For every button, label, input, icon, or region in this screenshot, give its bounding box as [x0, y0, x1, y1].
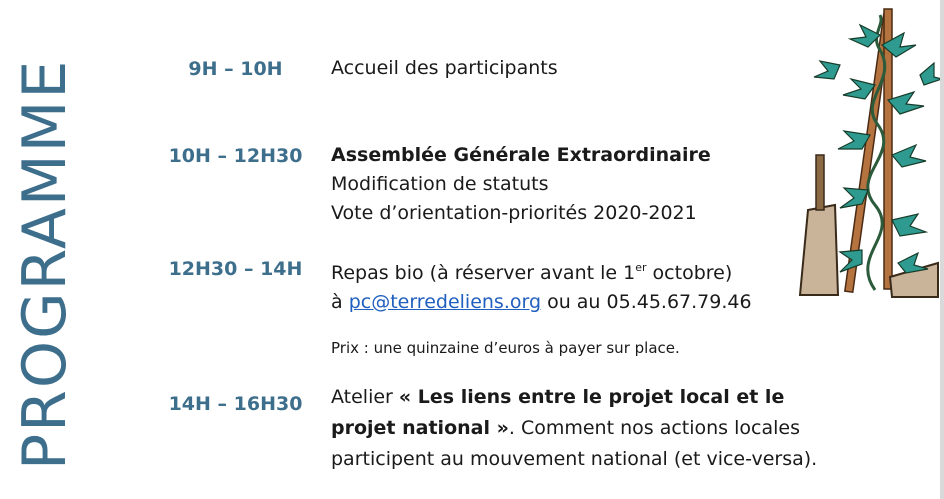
activity-4-line3: participent au mouvement national (et vice-versa).	[331, 448, 818, 470]
leaf	[892, 145, 926, 167]
activity-4-line1	[331, 382, 817, 413]
phone-text: ou au 05.45.67.79.46	[541, 291, 752, 313]
meal-date-text: octobre)	[646, 262, 733, 284]
leaf	[898, 253, 928, 273]
leaf	[920, 63, 940, 85]
activity-2-line3: Vote d’orientation-priorités 2020-2021	[331, 202, 697, 224]
activity-3-line2	[331, 288, 752, 317]
activity-2-line2: Modification de statuts	[331, 173, 549, 195]
workshop-title-part2: projet national »	[331, 417, 509, 439]
activity-1	[331, 54, 558, 83]
ordinal-sup: er	[635, 261, 647, 274]
shovel-vine-illustration	[780, 5, 940, 300]
shovel-handle	[816, 155, 824, 210]
page-edge	[940, 0, 944, 499]
activity-4-line2	[331, 413, 817, 444]
activity-2	[331, 141, 711, 228]
leaf	[814, 61, 840, 79]
workshop-desc-part1: . Comment nos actions locales	[508, 417, 800, 439]
programme-title: PROGRAMME	[10, 58, 80, 470]
meal-text: Repas bio (à réserver avant le 1	[331, 262, 636, 284]
activity-3	[331, 253, 752, 317]
activity-2-title: Assemblée Générale Extraordinaire	[331, 144, 711, 166]
activity-3-line1	[331, 253, 752, 288]
time-slot-3: 12H30 – 14H	[168, 258, 303, 280]
price-note: Prix : une quinzaine d’euros à payer sur place.	[331, 339, 680, 357]
leaf	[892, 214, 926, 236]
email-link[interactable]: pc@terredeliens.org	[348, 291, 542, 313]
leaf	[843, 79, 875, 99]
workshop-title-part1: « Les liens entre le projet local et le	[398, 386, 785, 408]
time-slot-4: 14H – 16H30	[168, 393, 303, 415]
leaf	[850, 25, 880, 47]
leaf	[888, 92, 924, 114]
activity-1-text: Accueil des participants	[331, 57, 558, 79]
time-slot-1: 9H – 10H	[188, 58, 283, 80]
time-slot-2: 10H – 12H30	[168, 145, 303, 167]
shovel-blade	[800, 205, 838, 295]
workshop-label: Atelier	[331, 386, 399, 408]
activity-4	[331, 382, 817, 475]
contact-prefix: à	[331, 291, 349, 313]
